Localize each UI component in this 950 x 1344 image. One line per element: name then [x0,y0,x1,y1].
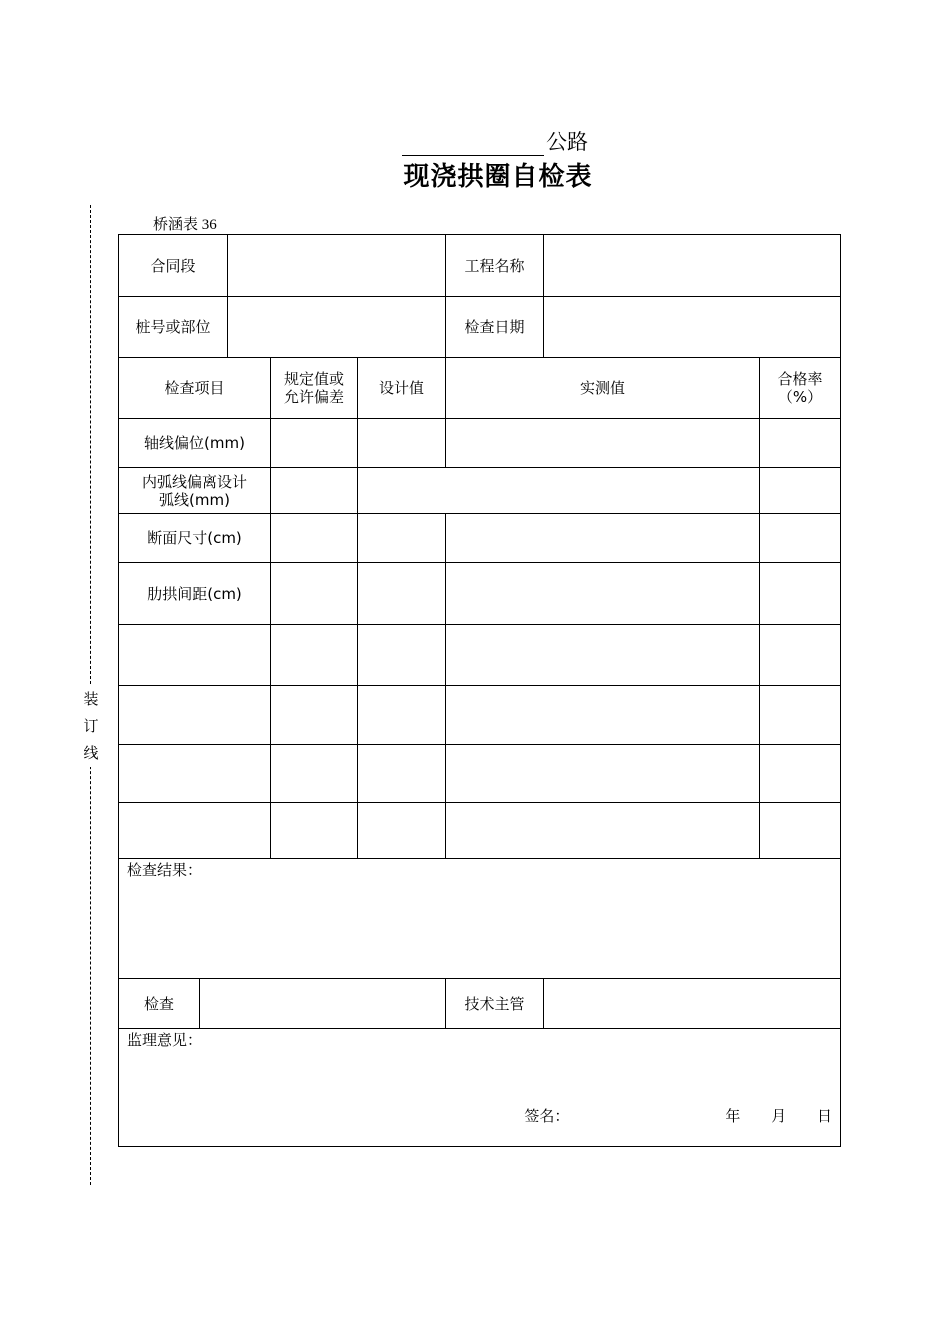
table-row [119,419,841,468]
tech-lead-field[interactable] [544,979,841,1029]
measured-cell[interactable] [446,563,760,625]
road-name-line [402,128,594,156]
year-label: 年 [725,1107,741,1125]
tolerance-cell[interactable] [271,686,358,745]
pass-rate-cell[interactable] [760,625,841,686]
design-cell[interactable] [358,625,446,686]
header-pass-rate-line2: （%） [777,388,823,406]
contract-section-label: 合同段 [119,235,228,297]
contract-section-field[interactable] [228,235,446,297]
table-row [119,468,841,514]
date-labels [699,1107,832,1125]
table-row [119,686,841,745]
header-item: 检查项目 [119,358,271,419]
pass-rate-cell[interactable] [760,514,841,563]
station-field[interactable] [228,297,446,358]
pass-rate-cell[interactable] [760,468,841,514]
tech-lead-label: 技术主管 [446,979,544,1029]
signoff-row [119,979,841,1029]
table-row [119,625,841,686]
pass-rate-cell[interactable] [760,686,841,745]
header-tolerance-line2: 允许偏差 [284,388,345,406]
binding-label [78,686,104,767]
item-name [119,563,271,625]
month-label: 月 [771,1107,787,1125]
info-row-1 [119,235,841,297]
measured-cell[interactable] [446,686,760,745]
measured-cell[interactable] [358,468,760,514]
page-title: 现浇拱圈自检表 [403,162,593,192]
header-pass-rate [760,358,841,419]
header-measured: 实测值 [446,358,760,419]
check-date-field[interactable] [544,297,841,358]
pass-rate-cell[interactable] [760,419,841,468]
item-name [119,419,271,468]
info-row-2 [119,297,841,358]
tolerance-cell[interactable] [271,419,358,468]
check-date-label: 检查日期 [446,297,544,358]
supervision-row [119,1029,841,1147]
item-name[interactable] [119,625,271,686]
station-label: 桩号或部位 [119,297,228,358]
item-name-text: 肋拱间距(cm) [147,584,242,603]
design-cell[interactable] [358,419,446,468]
road-suffix: 公路 [546,130,588,154]
table-row [119,514,841,563]
signature-label: 签名： [524,1107,570,1125]
item-name-line1: 内弧线偏离设计 [142,472,248,491]
pass-rate-cell[interactable] [760,803,841,859]
inspector-field[interactable] [200,979,446,1029]
measured-cell[interactable] [446,745,760,803]
measured-cell[interactable] [446,803,760,859]
tolerance-cell[interactable] [271,803,358,859]
tolerance-cell[interactable] [271,625,358,686]
item-name-line2: 弧线(mm) [159,490,230,509]
design-cell[interactable] [358,686,446,745]
design-cell[interactable] [358,563,446,625]
tolerance-cell[interactable] [271,514,358,563]
tolerance-cell[interactable] [271,468,358,514]
header-design: 设计值 [358,358,446,419]
table-row [119,745,841,803]
inspector-label: 检查 [119,979,200,1029]
binding-char: 装 [83,690,99,708]
item-name [119,468,271,514]
project-name-label: 工程名称 [446,235,544,297]
result-label: 检查结果： [127,861,203,879]
pass-rate-cell[interactable] [760,745,841,803]
measured-cell[interactable] [446,514,760,563]
result-row [119,859,841,979]
header-tolerance-line1: 规定值或 [284,370,345,388]
measured-cell[interactable] [446,625,760,686]
supervision-label: 监理意见： [127,1031,203,1049]
tolerance-cell[interactable] [271,563,358,625]
column-header-row [119,358,841,419]
design-cell[interactable] [358,514,446,563]
item-name[interactable] [119,745,271,803]
item-name[interactable] [119,803,271,859]
item-name-text: 轴线偏位(mm) [144,434,245,452]
result-field[interactable] [119,859,841,979]
header-tolerance [271,358,358,419]
project-name-field[interactable] [544,235,841,297]
item-name-text: 断面尺寸(cm) [147,529,242,547]
design-cell[interactable] [358,803,446,859]
design-cell[interactable] [358,745,446,803]
binding-char: 线 [83,744,99,762]
table-row [119,563,841,625]
inspection-form-table [118,234,841,1147]
table-row [119,803,841,859]
supervision-signature-line [127,1049,832,1125]
header-pass-rate-line1: 合格率 [777,370,823,388]
day-label: 日 [817,1107,833,1125]
binding-char: 订 [83,717,99,735]
item-name[interactable] [119,686,271,745]
item-name [119,514,271,563]
pass-rate-cell[interactable] [760,563,841,625]
road-name-blank[interactable] [402,133,544,156]
measured-cell[interactable] [446,419,760,468]
form-code: 桥涵表 36 [153,217,217,233]
supervision-field[interactable] [119,1029,841,1147]
tolerance-cell[interactable] [271,745,358,803]
